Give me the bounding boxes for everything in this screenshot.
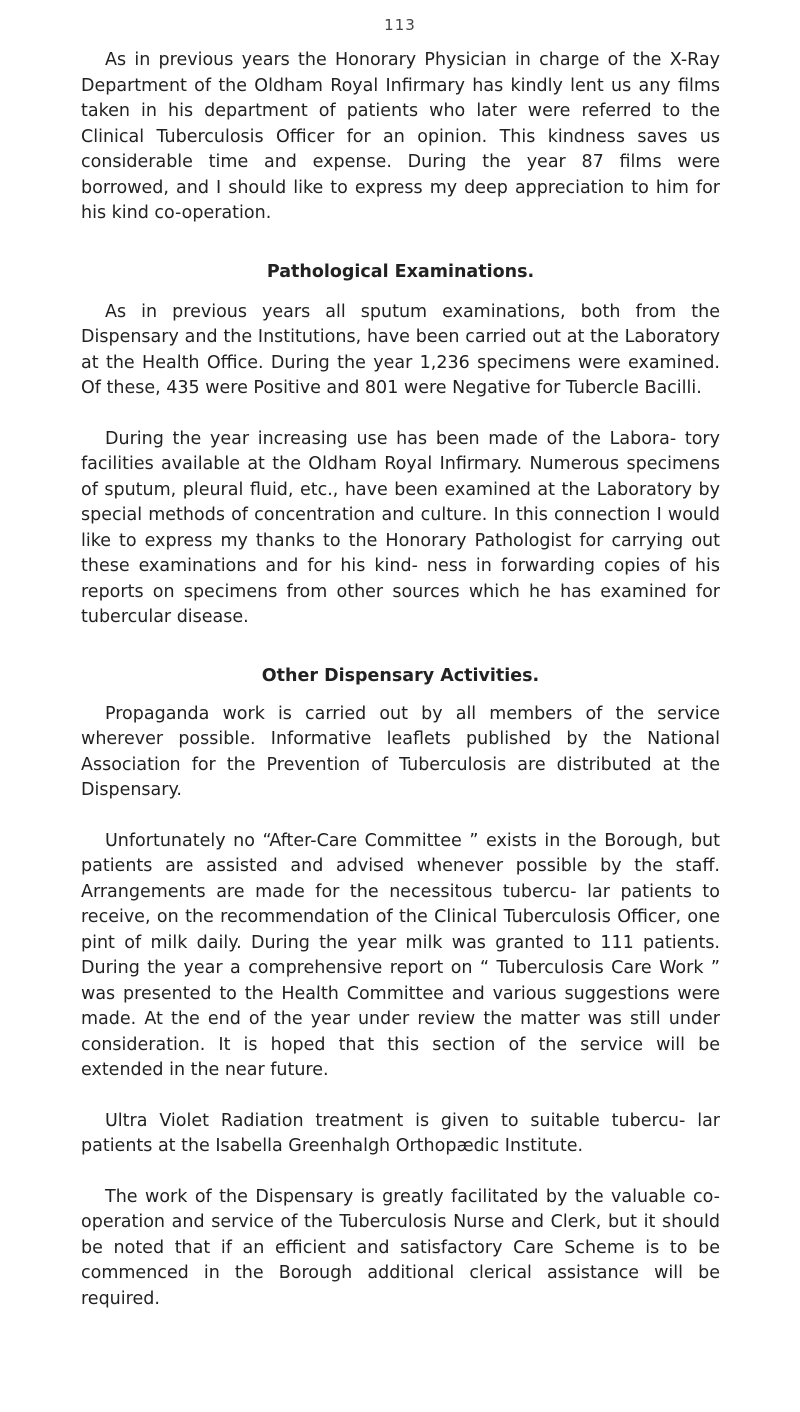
paragraph-xray-films: As in previous years the Honorary Physician in charge of the X-Ray Department of the Oldham Royal Infirmary has kindly lent us any films taken in his department of patients who later were referred to the Clinical Tuberculosis Officer for an opinion. This kindness saves us considerable time and expense. During the year 87 films were borrowed, and I should like to express my deep appreciation to him for his kind co-operation. bbox=[81, 50, 720, 223]
page-number: 113 bbox=[384, 16, 416, 34]
paragraph-dispensary-work: The work of the Dispensary is greatly facilitated by the valuable co-operation and service of the Tuberculosis Nurse and Clerk, but it should be noted that if an efficient and satisfactory Care Scheme is to be commenced in the Borough additional clerical assistance will be required. bbox=[81, 1186, 720, 1309]
paragraph-after-care: Unfortunately no “After-Care Committee ” exists in the Borough, but patients are assisted and advised whenever possible by the staff. Arrangements are made for the necessitous tubercu- lar patients to receive, on the recommendation of the Clinical Tuberculosis Officer, one pint of milk daily. During the year milk was granted to 111 patients. During the year a comprehensive report on “ Tuberculosis Care Work ” was presented to the Health Committee and various suggestions were made. At the end of the year under review the matter was still under consideration. It is hoped that this section of the service will be extended in the near future. bbox=[81, 830, 720, 1080]
page-content bbox=[81, 48, 720, 1312]
heading-other-dispensary-activities: Other Dispensary Activities. bbox=[261, 665, 540, 686]
paragraph-propaganda: Propaganda work is carried out by all members of the service wherever possible. Informative leaflets published by the National Association for the Prevention of Tuberculosis are distributed at the Dispensary. bbox=[81, 703, 720, 800]
heading-pathological-examinations: Pathological Examinations. bbox=[266, 261, 535, 282]
paragraph-ultra-violet: Ultra Violet Radiation treatment is given to suitable tubercu- lar patients at the Isabella Greenhalgh Orthopædic Institute. bbox=[81, 1110, 720, 1156]
paragraph-sputum-examinations: As in previous years all sputum examinations, both from the Dispensary and the Institutions, have been carried out at the Laboratory at the Health Office. During the year 1,236 specimens were examined. Of these, 435 were Positive and 801 were Negative for Tubercle Bacilli. bbox=[81, 301, 720, 398]
paragraph-laboratory-facilities: During the year increasing use has been made of the Labora- tory facilities available at the Oldham Royal Infirmary. Numerous specimens of sputum, pleural fluid, etc., have been examined at the Laboratory by special methods of concentration and culture. In this connection I would like to express my thanks to the Honorary Pathologist for carrying out these examinations and for his kind- ness in forwarding copies of his reports on specimens from other sources which he has examined for tubercular disease. bbox=[81, 428, 720, 627]
